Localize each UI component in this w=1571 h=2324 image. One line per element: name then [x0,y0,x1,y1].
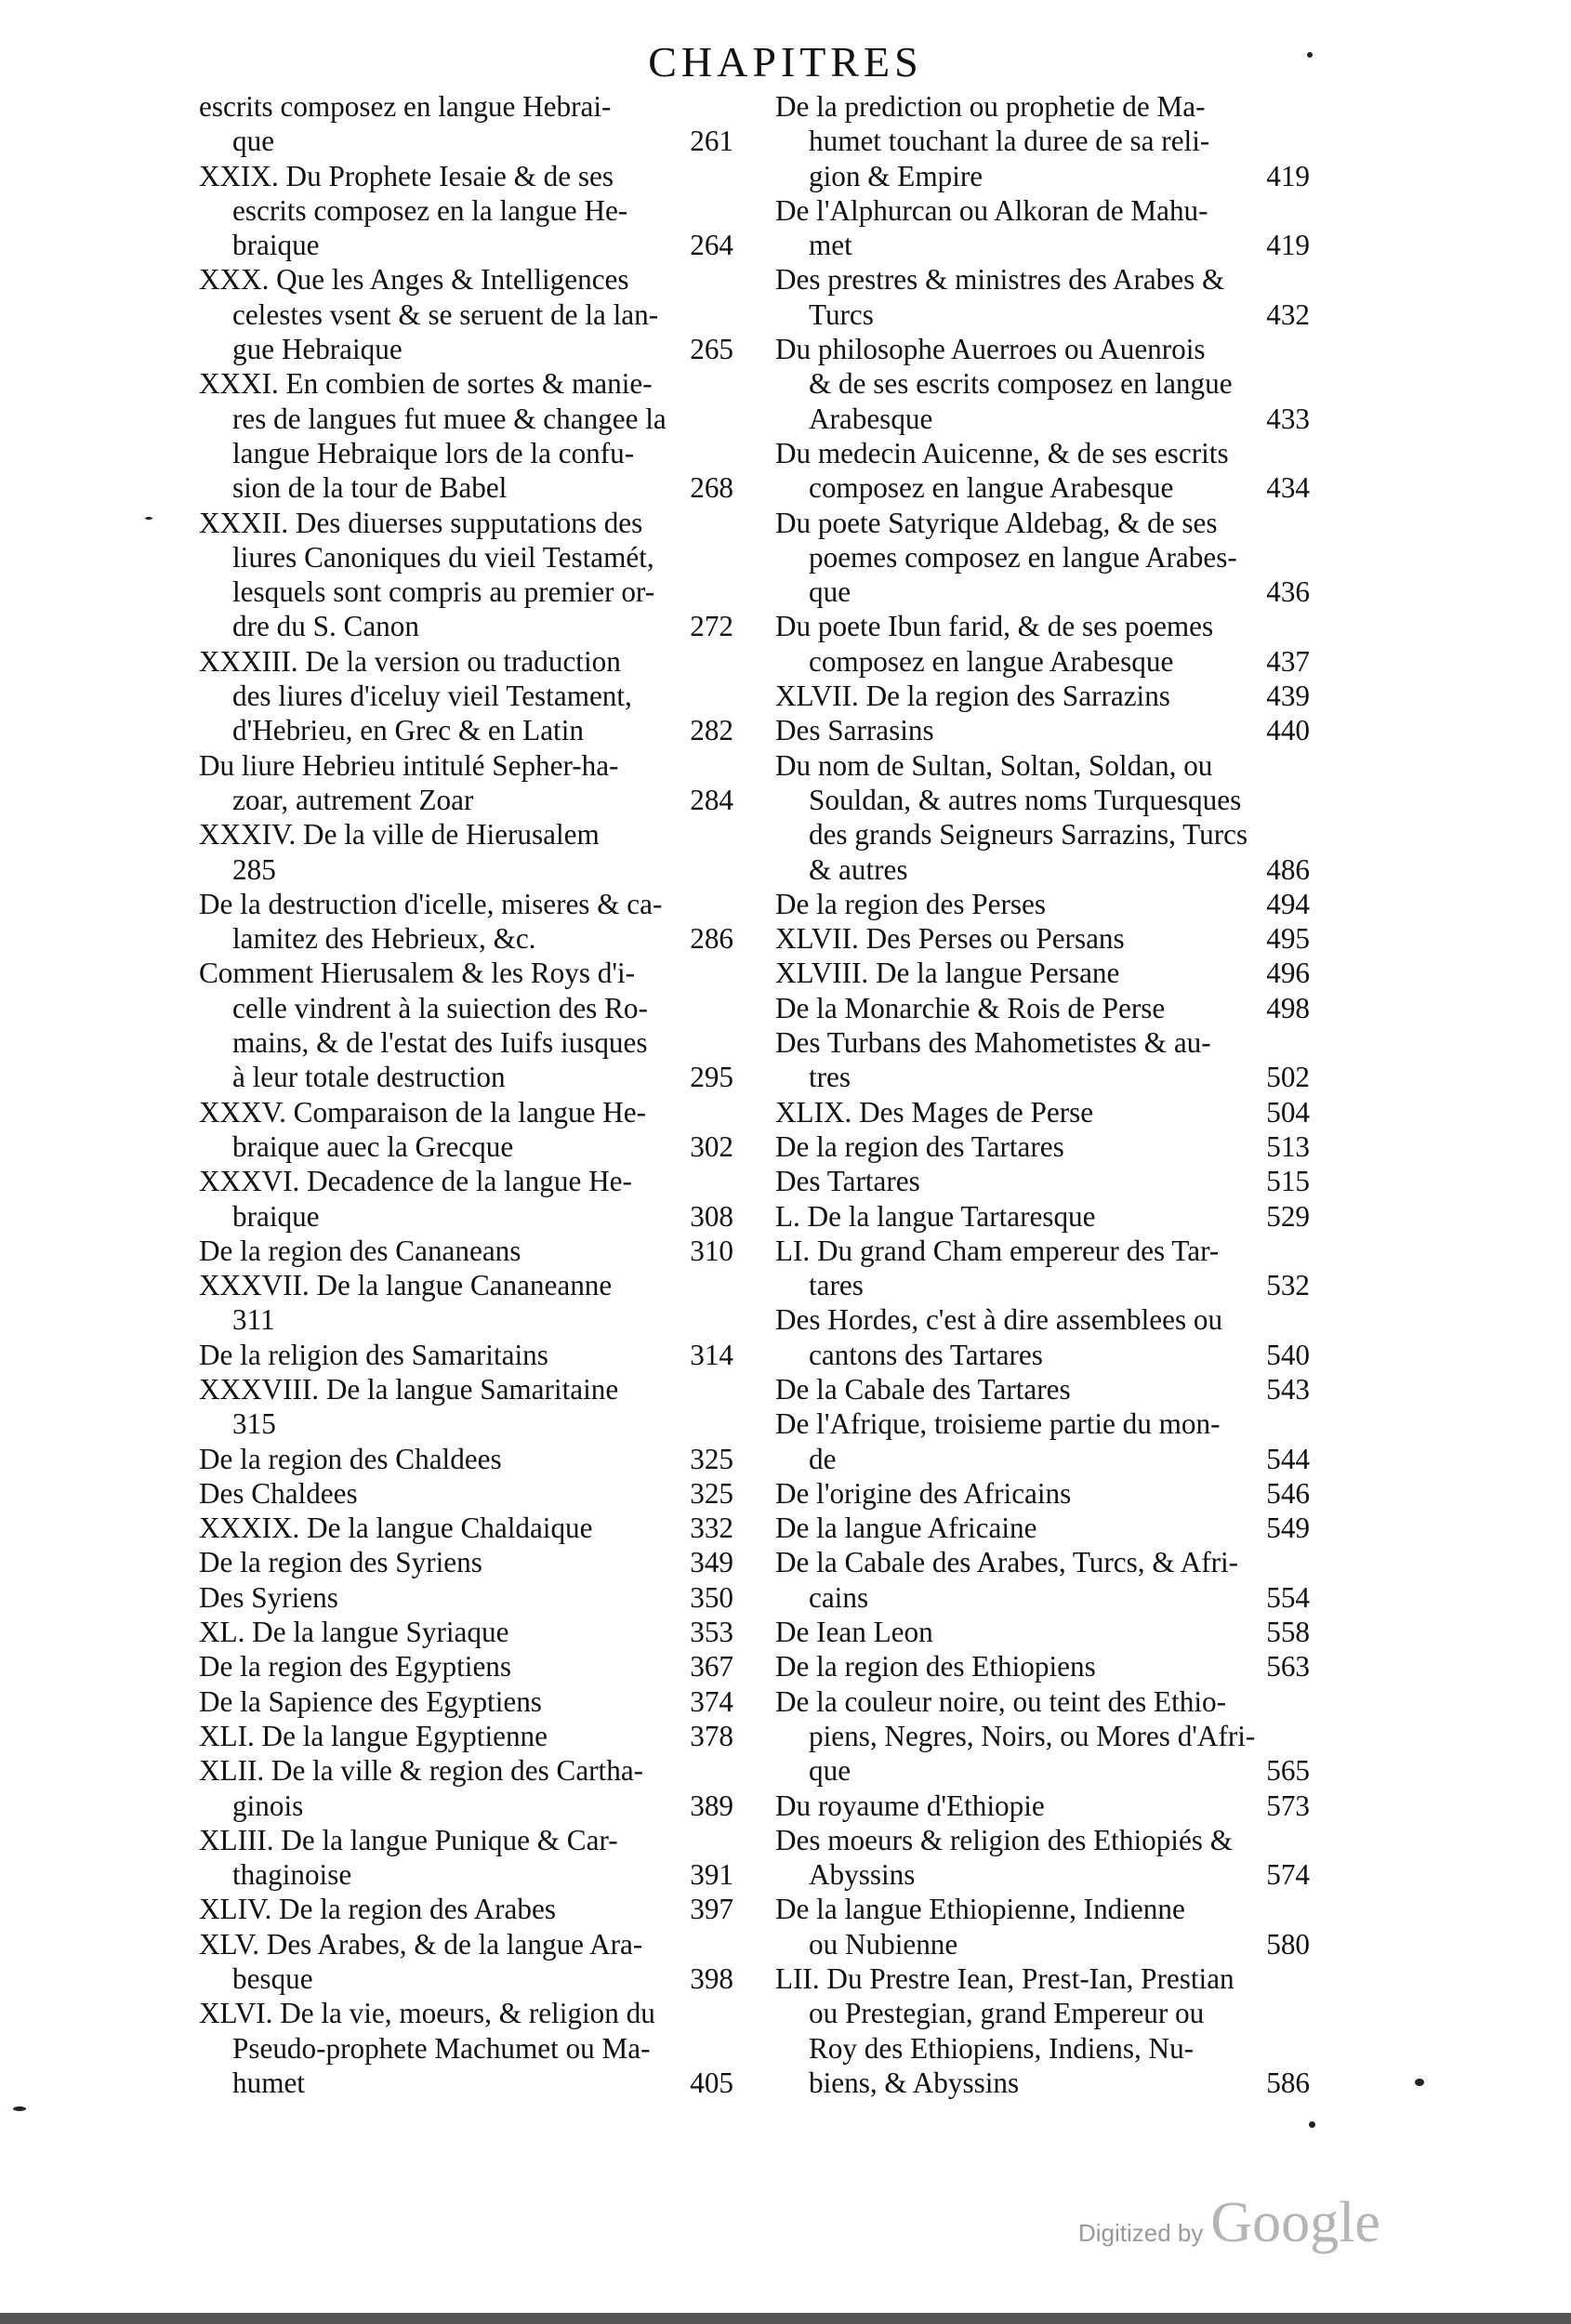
toc-entry [775,436,1310,506]
toc-entry-line: De la region des Egyptiens [199,1650,512,1684]
toc-page-number: 419 [1266,229,1310,262]
toc-entry [199,1996,733,2100]
toc-page-number: 397 [690,1893,733,1926]
toc-entry [775,1615,1310,1649]
toc-entry [199,366,733,505]
toc-entry-line: De la region des Tartares [775,1129,1064,1163]
toc-entry-line: ginois [232,1789,304,1822]
toc-entry-line: Des Syriens [199,1580,338,1614]
toc-page-number: 498 [1266,991,1310,1024]
toc-entry [775,1095,1310,1129]
toc-entry [775,956,1310,990]
toc-page-number: 532 [1266,1269,1310,1302]
toc-page-number: 308 [690,1199,733,1233]
toc-page-number: 494 [1266,887,1310,920]
toc-page-number: 367 [690,1650,733,1684]
toc-page-number: 350 [690,1580,733,1614]
toc-entry-line: 311 [232,1303,275,1337]
toc-page-number: 349 [690,1546,733,1579]
toc-entry-line: zoar, autrement Zoar [232,783,474,816]
toc-entry-line: met [809,229,852,262]
toc-entry [199,887,733,957]
toc-page-number: 272 [690,610,733,643]
toc-entry-line: & autres [809,852,908,886]
toc-entry-line: Du poete Satyrique Aldebag, & de ses [775,506,1218,539]
toc-entry-line: De l'Afrique, troisieme partie du mon- [775,1407,1221,1441]
toc-entry-line: Du poete Ibun farid, & de ses poemes [775,610,1214,643]
toc-entry-line: lesquels sont compris au premier or- [232,575,655,609]
toc-entry [775,713,1310,747]
toc-entry [199,956,733,1094]
toc-page-number: 439 [1266,680,1310,713]
toc-page-number: 495 [1266,922,1310,956]
toc-page-number: 558 [1266,1616,1310,1649]
toc-entry-line: humet touchant la duree de sa reli- [809,125,1210,158]
toc-entry-line: cantons des Tartares [809,1338,1043,1371]
toc-entry-line: XXXV. Comparaison de la langue He- [199,1095,646,1129]
toc-entry-line: gion & Empire [809,159,984,192]
toc-entry-line: Comment Hierusalem & les Roys d'i- [199,957,636,990]
toc-entry-line: Des Tartares [775,1165,920,1198]
toc-entry-line: De la Monarchie & Rois de Perse [775,991,1166,1024]
toc-page-number: 302 [690,1129,733,1163]
toc-entry [775,262,1310,332]
toc-entry-line: Du medecin Auicenne, & de ses escrits [775,436,1229,469]
ink-speck [145,517,152,520]
toc-entry-line: Des Sarrasins [775,714,934,747]
toc-entry-line: que [809,575,852,609]
toc-entry-line: ou Nubienne [809,1927,958,1961]
toc-entry-line: escrits composez en langue Hebrai- [199,90,612,123]
toc-page-number: 405 [690,2066,733,2099]
toc-entry-line: res de langues fut muee & changee la [232,402,667,435]
toc-entry-line: De la Cabale des Arabes, Turcs, & Afri- [775,1546,1239,1579]
toc-entry [199,1338,733,1372]
toc-entry-line: De la region des Syriens [199,1546,482,1579]
toc-entry [199,748,733,818]
toc-entry-line: Turcs [809,297,874,331]
toc-entry-line: XLIV. De la region des Arabes [199,1893,556,1926]
toc-entry-line: XLVIII. De la langue Persane [775,957,1120,990]
toc-entry-line: De la region des Perses [775,887,1046,920]
toc-entry-line: Abyssins [809,1858,916,1892]
toc-page-number: 436 [1266,575,1310,609]
toc-page-number: 391 [690,1858,733,1892]
toc-entry-line: XXXVII. De la langue Cananeanne [199,1269,613,1302]
toc-page-number: 325 [690,1476,733,1510]
toc-entry-line: Souldan, & autres noms Turquesques [809,783,1242,816]
toc-entry-line: XL. De la langue Syriaque [199,1616,509,1649]
ink-speck [1307,52,1313,58]
toc-page-number: 502 [1266,1061,1310,1094]
toc-entry [199,644,733,748]
digitized-by-label: Digitized by [1078,2219,1204,2247]
toc-entry-line: XLVI. De la vie, moeurs, & religion du [199,1997,655,2030]
toc-entry [775,1649,1310,1684]
toc-entry-line: XLVII. De la region des Sarrazins [775,680,1170,713]
toc-entry-line: Des moeurs & religion des Ethiopiés & [775,1823,1233,1856]
toc-page-number: 563 [1266,1650,1310,1684]
toc-entry-line: 315 [232,1407,276,1441]
toc-entry-line: Des Chaldees [199,1476,358,1510]
toc-page-number: 261 [690,125,733,158]
toc-entry [775,1406,1310,1476]
toc-entry [199,1927,733,1997]
toc-page-number: 433 [1266,402,1310,435]
toc-entry-line: De la langue Africaine [775,1512,1037,1545]
toc-entry [775,921,1310,956]
toc-entry-line: 285 [232,852,276,886]
toc-page-number: 580 [1266,1927,1310,1961]
toc-entry [199,1095,733,1165]
toc-page-number: 486 [1266,852,1310,886]
toc-entry [775,193,1310,263]
toc-entry-line: XXXI. En combien de sortes & manie- [199,367,653,401]
toc-entry-line: Des Hordes, c'est à dire assemblees ou [775,1303,1223,1337]
toc-page-number: 419 [1266,159,1310,192]
toc-entry-line: escrits composez en la langue He- [232,193,628,227]
toc-entry-line: langue Hebraique lors de la confu- [232,436,635,469]
toc-page-number: 574 [1266,1858,1310,1892]
toc-page-number: 515 [1266,1165,1310,1198]
toc-left-column [199,89,733,2100]
toc-entry [775,332,1310,436]
toc-entry-line: que [809,1754,852,1788]
toc-page-number: 565 [1266,1754,1310,1788]
toc-entry-line: sion de la tour de Babel [232,471,508,505]
toc-entry-line: L. De la langue Tartaresque [775,1199,1096,1233]
toc-entry-line: tares [809,1269,864,1302]
toc-entry [775,748,1310,887]
toc-entry-line: dre du S. Canon [232,610,419,643]
toc-page-number: 546 [1266,1476,1310,1510]
toc-page-number: 295 [690,1061,733,1094]
toc-page-number: 544 [1266,1442,1310,1475]
toc-page-number: 554 [1266,1580,1310,1614]
toc-entry [775,1823,1310,1893]
toc-entry-line: Arabesque [809,402,933,435]
toc-entry [775,1684,1310,1789]
toc-page-number: 540 [1266,1338,1310,1371]
toc-entry-line: XXXIII. De la version ou traduction [199,644,621,678]
toc-entry [199,1268,733,1338]
toc-entry [199,1511,733,1545]
toc-entry-line: Des prestres & ministres des Arabes & [775,263,1225,297]
toc-entry-line: des grands Seigneurs Sarrazins, Turcs [809,818,1248,852]
toc-page-number: 282 [690,714,733,747]
toc-page-number: 437 [1266,644,1310,678]
ink-speck [13,2106,26,2111]
toc-entry [775,1199,1310,1234]
toc-entry-line: de [809,1442,837,1475]
toc-page-number: 378 [690,1719,733,1752]
digitized-footer [1078,2190,1380,2256]
toc-entry [775,89,1310,193]
toc-entry-line: XXXIX. De la langue Chaldaique [199,1512,593,1545]
toc-entry [775,887,1310,921]
toc-entry [199,506,733,644]
toc-page-number: 264 [690,229,733,262]
toc-entry [775,1129,1310,1164]
toc-page-number: 389 [690,1789,733,1822]
toc-entry-line: à leur totale destruction [232,1061,506,1094]
toc-page-number: 434 [1266,471,1310,505]
toc-entry-line: De l'Alphurcan ou Alkoran de Mahu- [775,193,1208,227]
toc-entry-line: humet [232,2066,305,2099]
toc-entry [775,1302,1310,1372]
toc-entry-line: ou Prestegian, grand Empereur ou [809,1997,1205,2030]
toc-entry-line: De l'origine des Africains [775,1476,1072,1510]
toc-page-number: 353 [690,1616,733,1649]
toc-entry [199,1545,733,1579]
toc-page-number: 332 [690,1512,733,1545]
toc-entry [775,1961,1310,2100]
toc-entry-line: liures Canoniques du vieil Testamét, [232,540,654,574]
google-logo: Google [1210,2191,1380,2254]
toc-entry-line: XXXII. Des diuerses supputations des [199,506,643,539]
toc-entry-line: piens, Negres, Noirs, ou Mores d'Afri- [809,1719,1256,1752]
toc-page-number: 440 [1266,714,1310,747]
toc-entry [199,1442,733,1476]
toc-entry [775,991,1310,1025]
toc-entry [775,609,1310,679]
toc-page-number: 374 [690,1684,733,1718]
scan-bottom-edge [0,2313,1571,2324]
toc-entry-line: d'Hebrieu, en Grec & en Latin [232,714,584,747]
toc-entry [199,1823,733,1893]
toc-page-number: 286 [690,922,733,956]
toc-entry [199,159,733,263]
toc-entry [199,1753,733,1823]
toc-entry [199,1234,733,1268]
toc-entry-line: cains [809,1580,869,1614]
toc-entry-line: braique [232,229,320,262]
toc-entry [775,1234,1310,1303]
toc-entry-line: composez en langue Arabesque [809,471,1174,505]
toc-right-column [775,89,1310,2100]
toc-entry-line: besque [232,1962,313,1996]
toc-entry-line: Pseudo-prophete Machumet ou Ma- [232,2031,651,2065]
toc-entry [775,1372,1310,1406]
toc-entry [199,1684,733,1719]
toc-entry-line: XLVII. Des Perses ou Persans [775,922,1125,956]
toc-entry-line: LI. Du grand Cham empereur des Tar- [775,1234,1220,1267]
toc-entry-line: De la religion des Samaritains [199,1338,548,1371]
toc-entry [775,1892,1310,1961]
toc-page-number: 529 [1266,1199,1310,1233]
toc-entry-line: des liures d'iceluy vieil Testament, [232,680,632,713]
toc-entry [199,1580,733,1615]
toc-entry-line: De la region des Ethiopiens [775,1650,1096,1684]
toc-entry [775,1164,1310,1198]
toc-entry-line: gue Hebraique [232,333,403,366]
toc-entry-line: Du philosophe Auerroes ou Auenrois [775,333,1206,366]
toc-entry-line: composez en langue Arabesque [809,644,1174,678]
toc-entry-line: Du nom de Sultan, Soltan, Soldan, ou [775,748,1213,782]
toc-page-number: 586 [1266,2066,1310,2099]
toc-entry [199,262,733,366]
toc-entry-line: XXIX. Du Prophete Iesaie & de ses [199,159,614,192]
toc-entry-line: braique [232,1199,320,1233]
toc-entry-line: XXX. Que les Anges & Intelligences [199,263,629,297]
toc-entry-line: De la region des Chaldees [199,1442,502,1475]
toc-entry-line: De la prediction ou prophetie de Ma- [775,90,1206,123]
toc-entry [199,1719,733,1753]
toc-entry-line: De Iean Leon [775,1616,933,1649]
toc-entry [775,1545,1310,1615]
toc-entry-line: XXXIV. De la ville de Hierusalem [199,818,600,852]
toc-entry [775,506,1310,610]
toc-entry-line: Des Turbans des Mahometistes & au- [775,1026,1211,1060]
toc-entry-line: De la Cabale des Tartares [775,1372,1071,1406]
toc-entry-line: XXXVI. Decadence de la langue He- [199,1165,632,1198]
toc-entry-line: De la region des Cananeans [199,1234,521,1267]
toc-entry-line: celle vindrent à la suiection des Ro- [232,991,648,1024]
ink-speck [1309,2121,1315,2128]
toc-entry-line: XLI. De la langue Egyptienne [199,1719,548,1752]
toc-page-number: 398 [690,1962,733,1996]
toc-page-number: 543 [1266,1372,1310,1406]
toc-page-number: 314 [690,1338,733,1371]
toc-entry [775,1025,1310,1095]
toc-entry-line: Roy des Ethiopiens, Indiens, Nu- [809,2031,1195,2065]
toc-page-number: 284 [690,783,733,816]
toc-entry [199,817,733,887]
toc-entry-line: XLII. De la ville & region des Cartha- [199,1754,644,1788]
toc-entry-line: celestes vsent & se seruent de la lan- [232,297,659,331]
toc-page-number: 513 [1266,1129,1310,1163]
toc-entry-line: mains, & de l'estat des Iuifs iusques [232,1026,648,1060]
toc-entry-line: biens, & Abyssins [809,2066,1020,2099]
toc-entry-line: poemes composez en langue Arabes- [809,540,1237,574]
toc-entry-line: thaginoise [232,1858,352,1892]
page-title: CHAPITRES [648,38,923,86]
toc-page-number: 310 [690,1234,733,1267]
toc-page-number: 325 [690,1442,733,1475]
toc-entry-line: XLV. Des Arabes, & de la langue Ara- [199,1927,643,1961]
toc-entry-line: LII. Du Prestre Iean, Prest-Ian, Prestian [775,1962,1234,1996]
toc-entry-line: De la Sapience des Egyptiens [199,1684,542,1718]
toc-entry [775,1476,1310,1511]
toc-entry-line: De la couleur noire, ou teint des Ethio- [775,1684,1226,1718]
toc-page-number: 432 [1266,297,1310,331]
ink-speck [1415,2079,1424,2086]
toc-entry [775,1511,1310,1545]
toc-entry [199,1164,733,1234]
toc-entry-line: que [232,125,275,158]
toc-entry [199,1615,733,1649]
toc-entry [199,89,733,159]
toc-page-number: 265 [690,333,733,366]
toc-entry-line: & de ses escrits composez en langue [809,367,1233,401]
toc-entry [199,1476,733,1511]
toc-entry [775,1789,1310,1823]
toc-entry-line: XLIX. Des Mages de Perse [775,1095,1094,1129]
toc-entry-line: De la destruction d'icelle, miseres & ca- [199,887,663,920]
toc-entry-line: braique auec la Grecque [232,1129,514,1163]
toc-entry [775,679,1310,713]
toc-entry-line: De la langue Ethiopienne, Indienne [775,1893,1185,1926]
toc-entry-line: Du liure Hebrieu intitulé Sepher-ha- [199,748,619,782]
toc-entry-line: Du royaume d'Ethiopie [775,1789,1045,1822]
toc-entry-line: lamitez des Hebrieux, &c. [232,922,536,956]
toc-page-number: 573 [1266,1789,1310,1822]
toc-entry-line: XLIII. De la langue Punique & Car- [199,1823,618,1856]
toc-entry-line: XXXVIII. De la langue Samaritaine [199,1372,619,1406]
toc-entry [199,1892,733,1926]
toc-page-number: 496 [1266,957,1310,990]
toc-page-number: 504 [1266,1095,1310,1129]
toc-entry [199,1649,733,1684]
toc-page-number: 549 [1266,1512,1310,1545]
toc-page-number: 268 [690,471,733,505]
toc-entry-line: tres [809,1061,852,1094]
toc-entry [199,1372,733,1442]
